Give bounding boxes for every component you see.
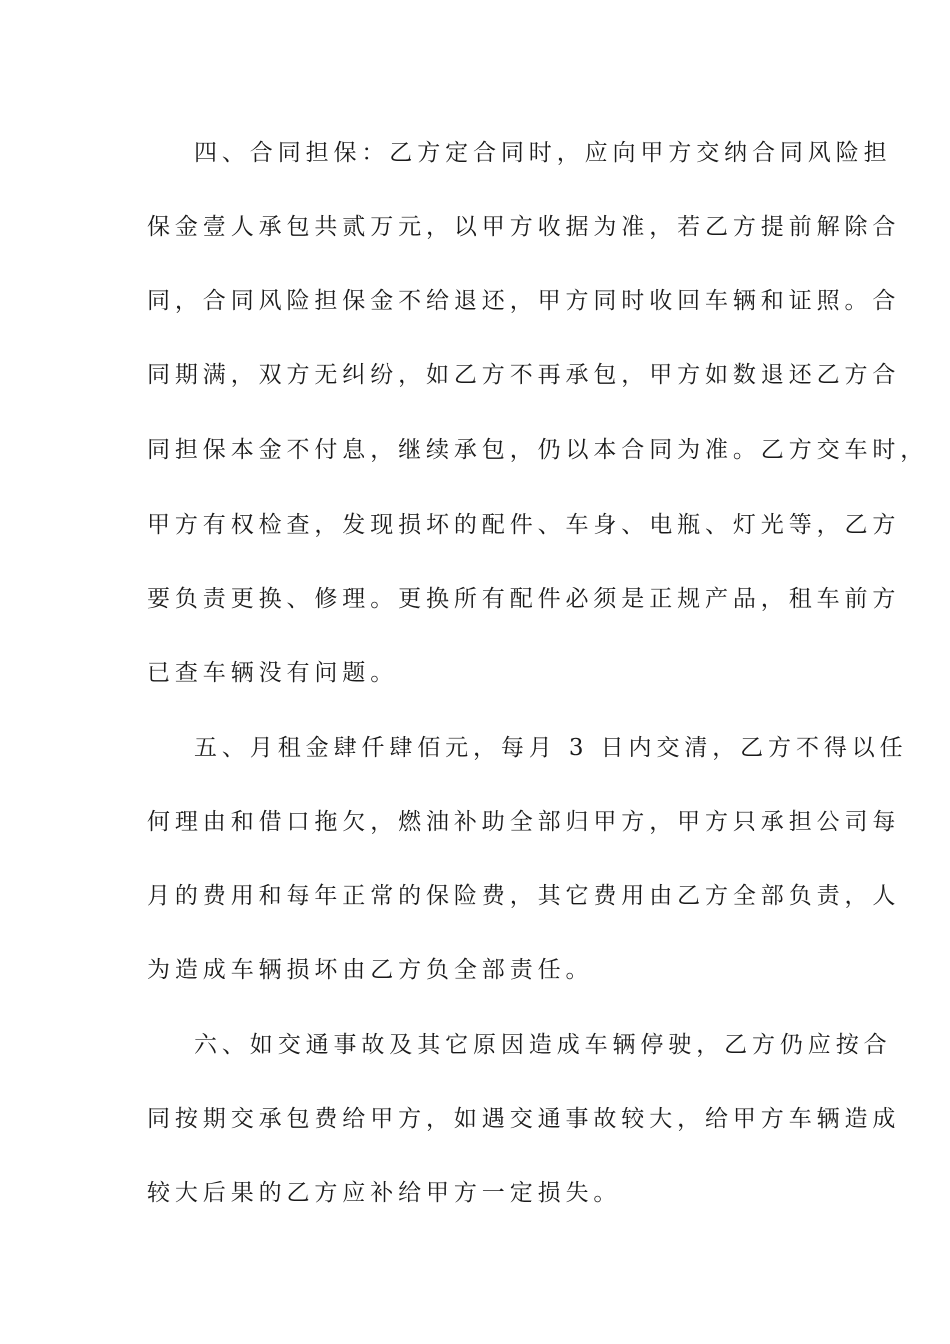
text-line: 月的费用和每年正常的保险费，其它费用由乙方全部负责，人 [147,883,901,909]
text-line: 同期满，双方无纠纷，如乙方不再承包，甲方如数退还乙方合 [147,362,901,388]
text-line: 要负责更换、修理。更换所有配件必须是正规产品，租车前方 [147,586,901,612]
text-line: 已查车辆没有问题。 [147,660,399,686]
text-line: 同，合同风险担保金不给退还，甲方同时收回车辆和证照。合 [147,288,901,314]
text-line: 较大后果的乙方应补给甲方一定损失。 [147,1180,622,1206]
text-line: 甲方有权检查，发现损坏的配件、车身、电瓶、灯光等，乙方 [147,512,901,538]
text-line: 六、如交通事故及其它原因造成车辆停驶，乙方仍应按合 [194,1032,892,1058]
text-line: 四、合同担保：乙方定合同时，应向甲方交纳合同风险担 [194,140,892,166]
text-line: 五、月租金肆仟肆佰元，每月 3 日内交清，乙方不得以任 [194,735,908,761]
text-line: 保金壹人承包共贰万元，以甲方收据为准，若乙方提前解除合 [147,214,901,240]
text-line: 为造成车辆损坏由乙方负全部责任。 [147,957,594,983]
text-line: 同担保本金不付息，继续承包，仍以本合同为准。乙方交车时， [147,437,929,463]
text-line: 同按期交承包费给甲方，如遇交通事故较大，给甲方车辆造成 [147,1106,901,1132]
text-line: 何理由和借口拖欠，燃油补助全部归甲方，甲方只承担公司每 [147,809,901,835]
